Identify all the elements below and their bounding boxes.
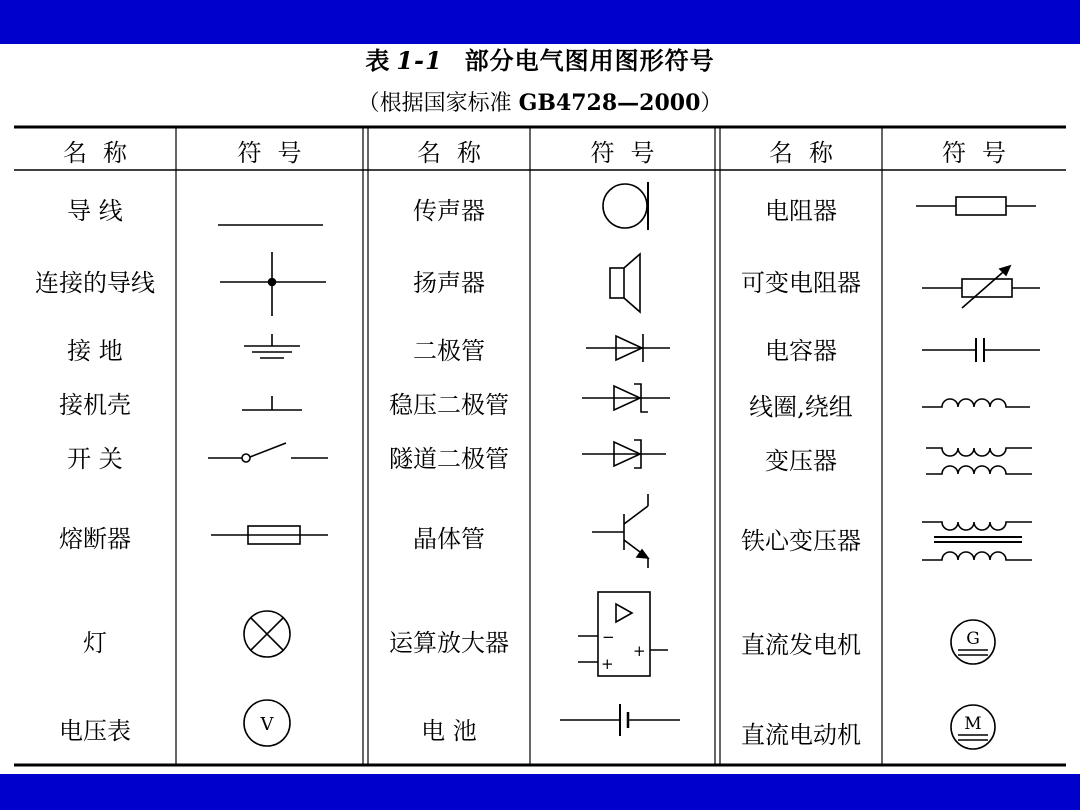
name-battery: 电 池 bbox=[421, 716, 477, 745]
connected-wire-icon bbox=[220, 252, 326, 316]
symbols-column-2 bbox=[530, 176, 715, 776]
name-variable-resistor: 可变电阻器 bbox=[741, 268, 861, 297]
name-voltmeter: 电压表 bbox=[59, 716, 131, 745]
name-capacitor: 电容器 bbox=[765, 336, 837, 365]
resistor-icon bbox=[916, 197, 1036, 215]
header-name-3: 名称 bbox=[769, 138, 849, 167]
op-amp-plus-label: + bbox=[601, 655, 614, 673]
dc-generator-label: G bbox=[966, 629, 980, 649]
fuse-icon bbox=[211, 526, 328, 544]
transistor-icon bbox=[592, 494, 648, 568]
title-text: 部分电气图用图形符号 bbox=[464, 46, 715, 75]
diode-icon bbox=[586, 334, 670, 362]
name-tunnel-diode: 隧道二极管 bbox=[389, 444, 509, 473]
name-diode: 二极管 bbox=[413, 336, 485, 365]
chassis-icon bbox=[242, 396, 302, 410]
subtitle-open: （根据国家标准 bbox=[357, 91, 519, 116]
name-dc-generator: 直流发电机 bbox=[741, 630, 861, 659]
name-coil: 线圈,绕组 bbox=[749, 392, 853, 421]
variable-resistor-icon bbox=[922, 266, 1040, 308]
subtitle-standard: GB4728—2000 bbox=[518, 90, 701, 116]
zener-diode-icon bbox=[582, 384, 670, 412]
symbols-column-1 bbox=[176, 176, 363, 776]
name-transistor: 晶体管 bbox=[413, 524, 485, 553]
name-speaker: 扬声器 bbox=[413, 268, 485, 297]
name-zener-diode: 稳压二极管 bbox=[389, 390, 509, 419]
ground-icon bbox=[244, 334, 300, 358]
op-amp-icon bbox=[578, 592, 668, 676]
lamp-icon bbox=[244, 611, 290, 657]
name-resistor: 电阻器 bbox=[765, 196, 837, 225]
name-ground: 接 地 bbox=[67, 336, 123, 365]
name-fuse: 熔断器 bbox=[59, 524, 131, 553]
header-symbol-3: 符号 bbox=[942, 138, 1022, 167]
header-name-2: 名称 bbox=[417, 138, 497, 167]
capacitor-icon bbox=[922, 338, 1040, 362]
title-prefix: 表 bbox=[365, 46, 391, 75]
op-amp-output-plus-label: + bbox=[633, 642, 646, 660]
header-symbol-1: 符号 bbox=[237, 138, 318, 167]
name-microphone: 传声器 bbox=[413, 196, 485, 225]
transformer-icon bbox=[926, 448, 1032, 474]
iron-core-transformer-icon bbox=[922, 522, 1032, 560]
header-name-1: 名称 bbox=[63, 138, 143, 167]
name-switch: 开 关 bbox=[67, 444, 123, 473]
coil-icon bbox=[922, 399, 1030, 407]
subtitle-close: ） bbox=[700, 91, 723, 116]
header-symbol-2: 符号 bbox=[590, 138, 671, 167]
symbols-column-3 bbox=[882, 176, 1066, 776]
name-wire: 导 线 bbox=[67, 196, 123, 225]
name-op-amp: 运算放大器 bbox=[389, 628, 509, 657]
name-transformer: 变压器 bbox=[765, 446, 837, 475]
voltmeter-label: V bbox=[260, 714, 274, 735]
name-iron-core-transformer: 铁心变压器 bbox=[741, 526, 861, 555]
switch-icon bbox=[208, 443, 328, 462]
name-connected-wire: 连接的导线 bbox=[35, 268, 155, 297]
title-number: 1-1 bbox=[396, 46, 443, 75]
op-amp-minus-label: − bbox=[602, 628, 615, 646]
name-lamp: 灯 bbox=[83, 628, 107, 657]
dc-motor-label: M bbox=[964, 714, 982, 734]
microphone-icon bbox=[603, 182, 648, 230]
name-dc-motor: 直流电动机 bbox=[741, 720, 861, 749]
tunnel-diode-icon bbox=[582, 440, 666, 468]
speaker-icon bbox=[610, 254, 640, 312]
name-chassis: 接机壳 bbox=[59, 390, 131, 419]
battery-icon bbox=[560, 704, 680, 736]
